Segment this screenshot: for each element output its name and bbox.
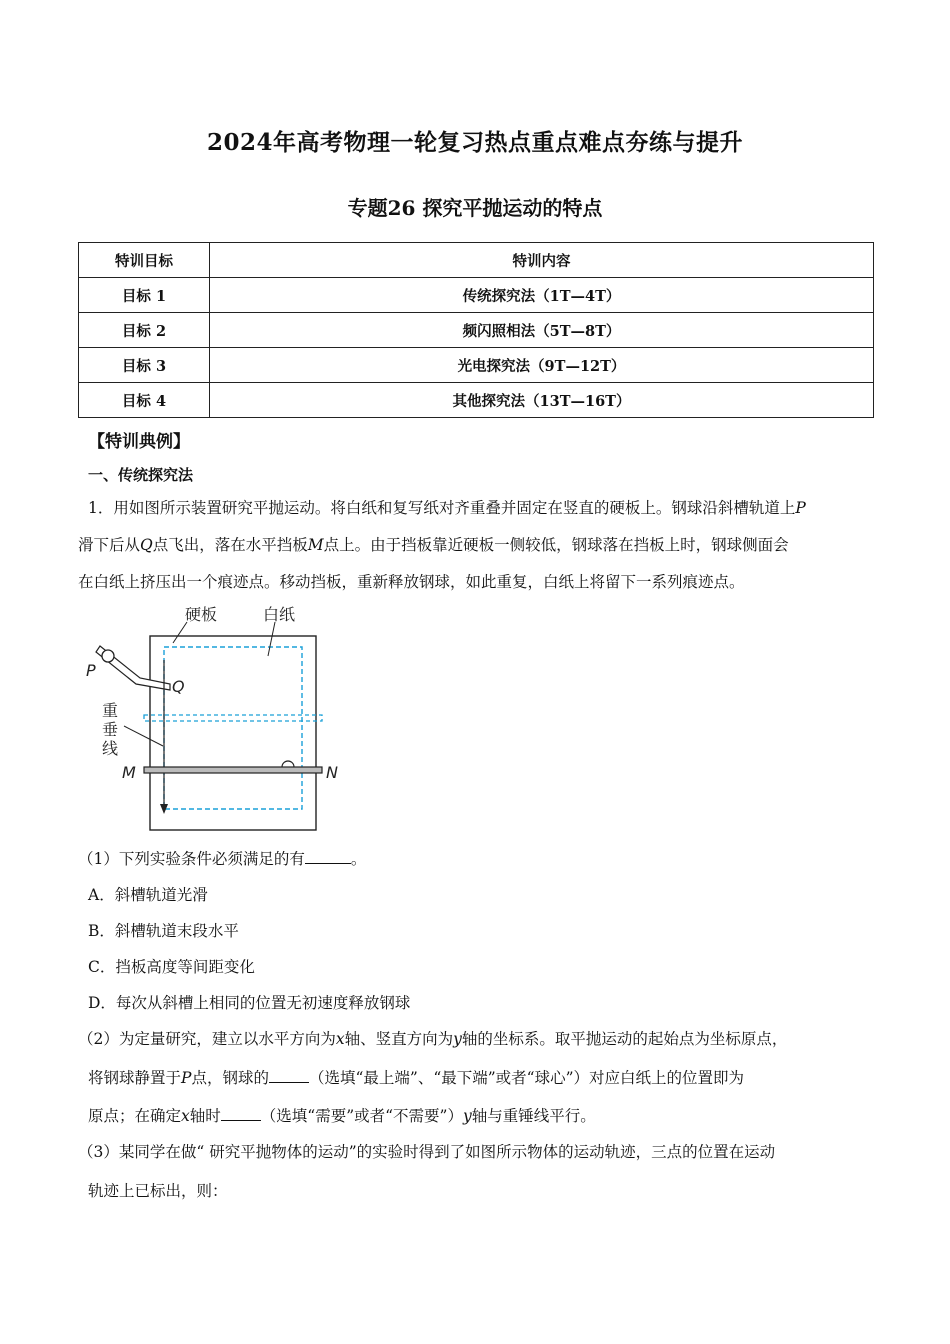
option-b: B．斜槽轨道末段水平 [88,922,239,940]
table-row [79,348,874,383]
sub2-text: （2）为定量研究，建立以水平方向为 [78,1030,336,1048]
table-cell-content: 其他探究法（13T—16T） [210,383,874,418]
var-y: y [462,1107,472,1125]
sub3-line1: （3）某同学在做“ 研究平抛物体的运动”的实验时得到了如图所示物体的运动轨迹，三点的位置在运动 [78,1143,776,1161]
table-cell-content: 光电探究法（9T—12T） [210,348,874,383]
board-leader-line [173,622,187,643]
plumb-leader-line [124,726,163,746]
table-header-content: 特训内容 [210,243,874,278]
sub2-line2 [88,1066,744,1088]
table-row [79,383,874,418]
sub1-question [78,847,366,869]
table-cell-goal: 目标 2 [79,313,210,348]
sub2-text: 轴、竖直方向为 [344,1030,454,1048]
label-m: M [122,763,136,782]
var-p: P [795,499,806,517]
option-d: D．每次从斜槽上相同的位置无初速度释放钢球 [88,994,411,1012]
var-y: y [453,1030,462,1048]
sub3-line2: 轨迹上已标出，则： [88,1182,228,1200]
white-paper [164,647,302,809]
table-cell-content: 传统探究法（1T—4T） [210,278,874,313]
table-cell-goal: 目标 3 [79,348,210,383]
page-title: 2024年高考物理一轮复习热点重点难点夯练与提升 [206,129,743,156]
option-c: C．挡板高度等间距变化 [88,958,255,976]
baffle-mn [144,767,322,773]
sub2-text: （选填“最上端”、“最下端”或者“球心”）对应白纸上的位置即为 [308,1069,745,1087]
q1-text: 点飞出，落在水平挡板 [152,536,308,554]
sub2-line1 [78,1027,787,1049]
q1-text: 滑下后从 [78,536,141,554]
label-q: Q [172,677,185,696]
sub2-text: 将钢球静置于 [88,1069,182,1087]
answer-blank [269,1068,309,1083]
table-cell-content: 频闪照相法（5T—8T） [210,313,874,348]
section-heading: 【特训典例】 [88,432,190,452]
table-cell-goal: 目标 1 [79,278,210,313]
label-plumb-2: 垂 [102,720,119,739]
section-subheading: 一、传统探究法 [88,466,194,484]
table-header-row [79,243,874,278]
label-p: P [86,661,96,680]
sub2-line3 [88,1104,596,1126]
var-q: Q [140,536,153,554]
label-n: N [326,763,338,782]
sub2-text: 轴与重锤线平行。 [471,1107,596,1125]
question1-line2 [78,533,789,555]
var-x: x [335,1030,345,1048]
sub2-text: （选填“需要”或者“不需要”） [260,1107,463,1125]
label-board: 硬板 [185,605,218,624]
question1-line3: 在白纸上挤压出一个痕迹点。移动挡板，重新释放钢球，如此重复，白纸上将留下一系列痕迹点。 [78,573,745,591]
hard-board [150,636,316,830]
table-cell-goal: 目标 4 [79,383,210,418]
sub2-text: 点，钢球的 [191,1069,269,1087]
goals-table [78,242,874,418]
paper-leader-line [268,622,275,656]
page-subtitle: 专题26 探究平抛运动的特点 [347,196,603,220]
sub2-text: 原点；在确定 [88,1107,182,1125]
table-row [79,313,874,348]
table-header-goal: 特训目标 [79,243,210,278]
label-plumb-1: 重 [102,701,119,720]
table-row [79,278,874,313]
sub1-text: （1）下列实验条件必须满足的有 [78,850,305,868]
var-x: x [181,1107,190,1125]
var-m: M [307,536,324,554]
question1-line1 [88,496,806,518]
apparatus-figure [80,598,360,834]
option-a: A．斜槽轨道光滑 [88,886,208,904]
answer-blank [221,1106,261,1121]
label-paper: 白纸 [263,605,296,624]
steel-ball [102,650,114,662]
answer-blank [305,849,351,864]
var-p: P [181,1069,192,1087]
label-plumb-3: 线 [102,739,119,758]
q1-text: 1．用如图所示装置研究平抛运动。将白纸和复写纸对齐重叠并固定在竖直的硬板上。钢球沿斜槽轨道上 [88,499,796,517]
q1-text: 点上。由于挡板靠近硬板一侧较低，钢球落在挡板上时，钢球侧面会 [323,536,789,554]
baffle-dashed [144,715,322,721]
sub2-text: 轴的坐标系。取平抛运动的起始点为坐标原点， [461,1030,788,1048]
sub1-text-end: 。 [350,850,367,868]
ball-mark [282,761,294,767]
sub2-text: 轴时 [189,1107,221,1125]
